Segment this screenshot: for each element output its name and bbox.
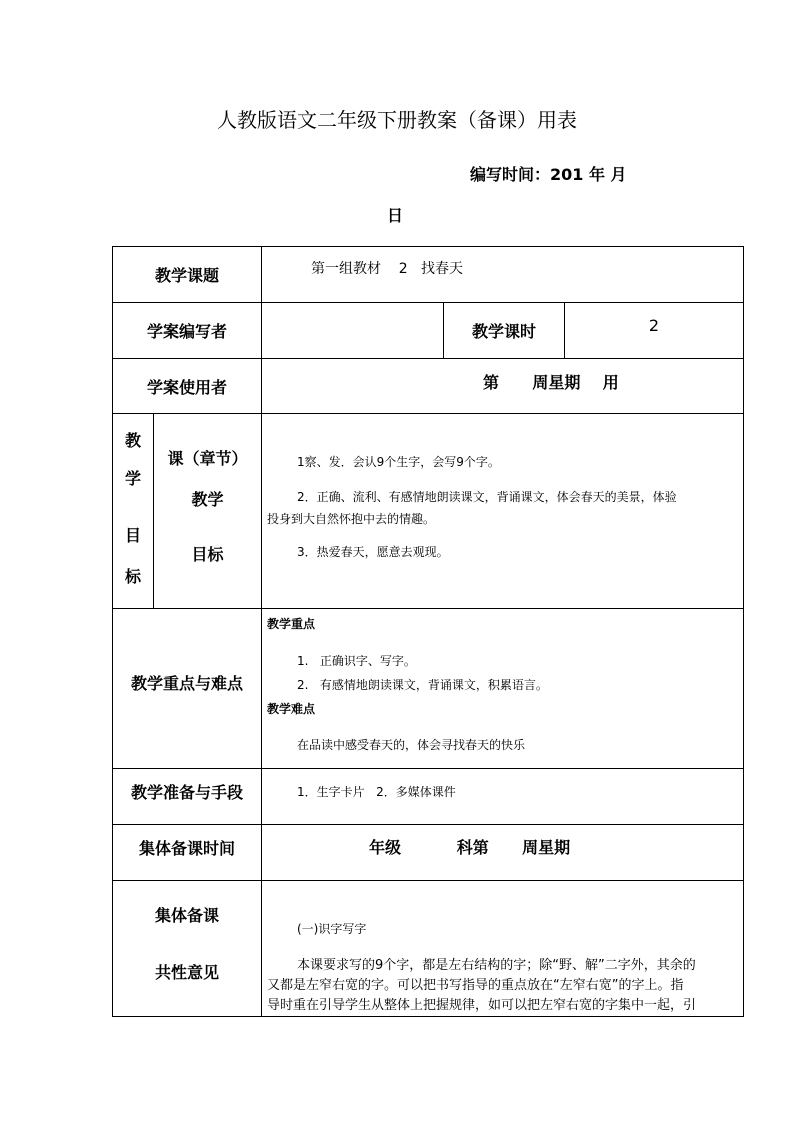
goal-item: 投身到大自然怀抱中去的情趣。 — [267, 512, 436, 526]
border-right — [743, 246, 744, 1017]
author-value — [262, 303, 443, 358]
group-paragraph-line: 又都是左窄右宽的字。可以把书写指导的重点放在“左窄右宽”的字上。指 — [267, 978, 684, 993]
goal-outer-char: 教 — [124, 431, 141, 450]
user-label: 学案使用者 — [146, 377, 227, 397]
date-line-day: 日 — [387, 206, 404, 225]
goal-item: 2．正确、流利、有感情地朗读课文，背诵课文，体会春天的美景，体验 — [297, 490, 677, 504]
goal-outer-char: 学 — [124, 469, 141, 488]
group-heading: (一)识字写字 — [297, 922, 367, 936]
key-label: 教学重点与难点 — [130, 674, 243, 693]
goal-inner-label: 教学 — [191, 489, 224, 509]
topic-label: 教学课题 — [154, 266, 219, 285]
group-paragraph-line: 本课要求写的9个字，都是左右结构的字；除“野、解”二字外，其余的 — [297, 958, 696, 973]
hours-label: 教学课时 — [471, 322, 536, 341]
diff-heading: 教学难点 — [267, 702, 316, 716]
diff-text: 在品读中感受春天的，体会寻找春天的快乐 — [297, 738, 526, 752]
key-item: 2. 有感情地朗读课文，背诵课文，积累语言。 — [297, 678, 548, 692]
date-line: 编写时间：201 年 月 — [470, 165, 627, 184]
group-time-label: 集体备课时间 — [138, 839, 235, 858]
goal-item: 1察、发．会认9个生字，会写9个字。 — [297, 455, 500, 469]
prep-label: 教学准备与手段 — [130, 783, 243, 802]
goal-inner-label: 目标 — [191, 544, 224, 564]
goal-outer-char: 目 — [124, 526, 141, 545]
topic-value: 第一组教材 2 找春天 — [311, 261, 464, 277]
goal-outer-char: 标 — [124, 567, 141, 586]
col-divider — [261, 246, 262, 1017]
border-bottom — [112, 1016, 744, 1017]
group-paragraph-line: 导时重在引导学生从整体上把握规律，如可以把左窄右宽的字集中一起，引 — [267, 998, 697, 1013]
user-value: 第 周星期 用 — [483, 373, 619, 392]
row-divider — [112, 413, 744, 414]
goal-inner-label: 课（章节） — [167, 448, 248, 468]
key-heading: 教学重点 — [267, 617, 316, 631]
key-item: 1. 正确识字、写字。 — [297, 654, 416, 668]
goal-item: 3．热爱春天，愿意去观现。 — [297, 545, 449, 559]
group-label: 共性意见 — [154, 962, 219, 982]
author-label: 学案编写者 — [146, 322, 227, 341]
hours-value: 2 — [648, 316, 660, 335]
group-label: 集体备课 — [154, 905, 219, 925]
group-time-value: 年级 科第 周星期 — [369, 838, 571, 857]
row-divider — [112, 880, 744, 881]
prep-value: 1．生字卡片 2．多媒体课件 — [297, 785, 456, 799]
doc-title: 人教版语文二年级下册教案（备课）用表 — [217, 108, 577, 132]
